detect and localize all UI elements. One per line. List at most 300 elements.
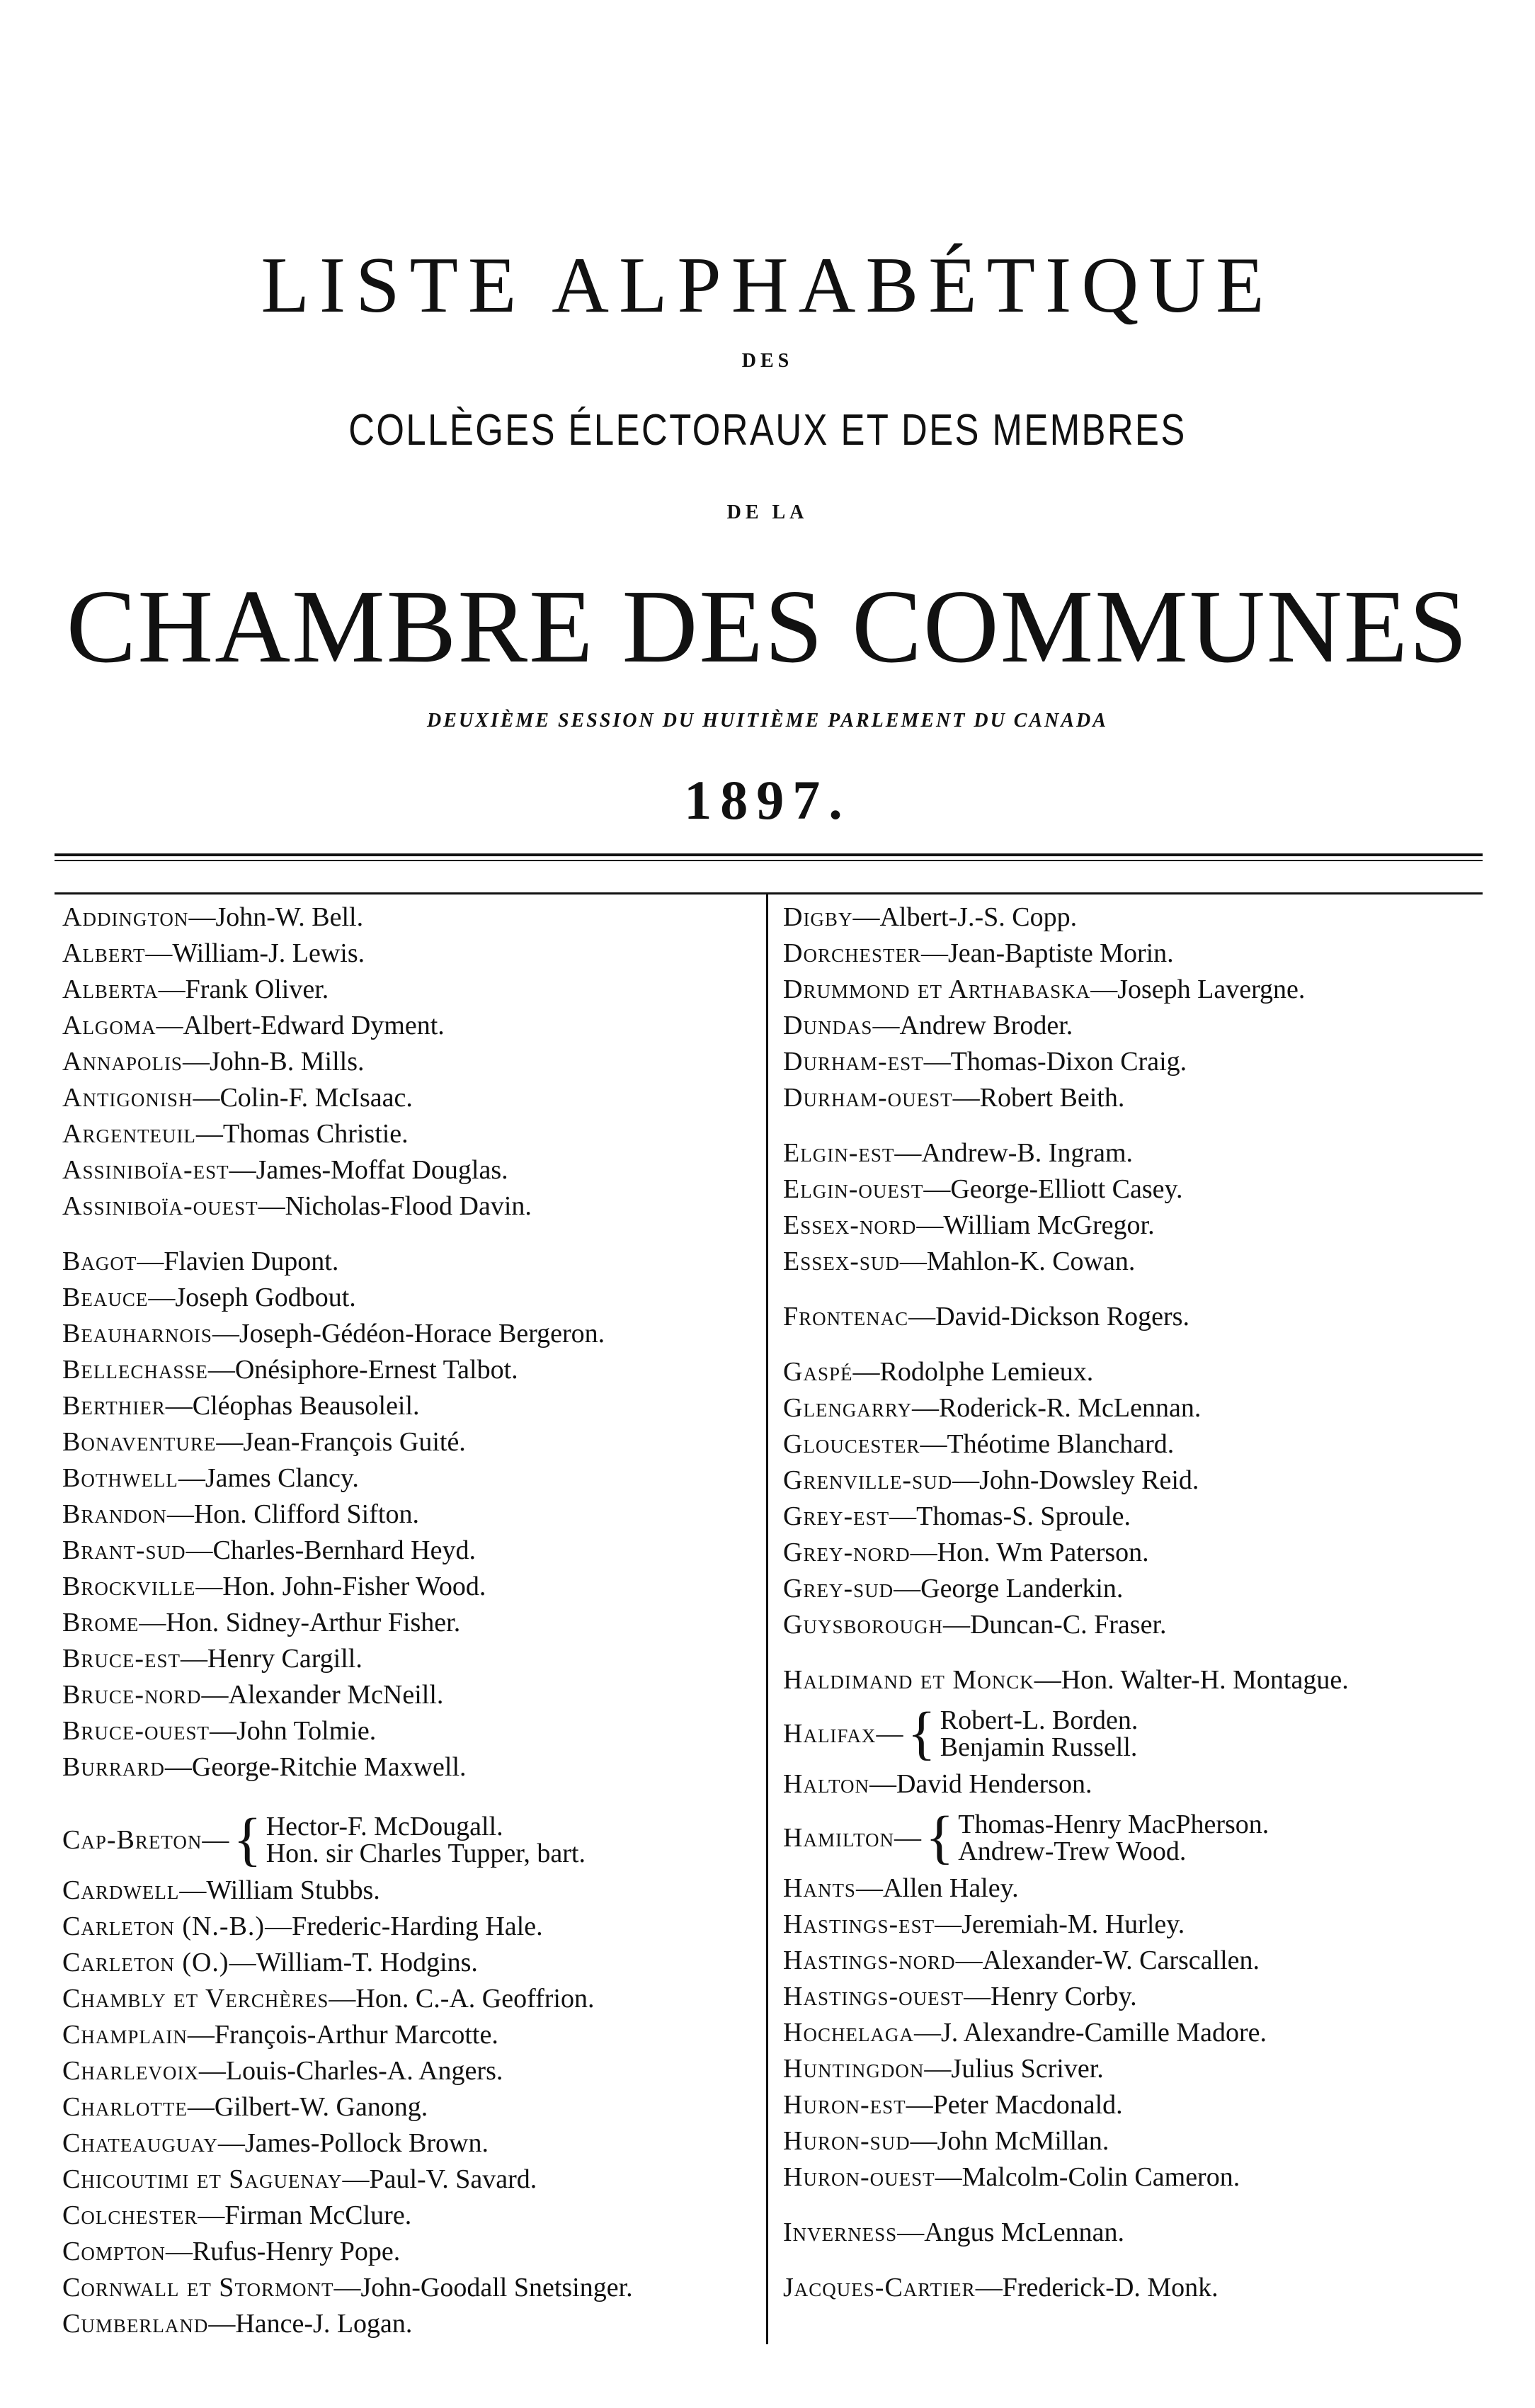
college-name: Durham-est — [783, 1047, 924, 1077]
dash: — — [869, 1769, 896, 1799]
dash: — — [208, 2309, 236, 2339]
college-name: Hants — [783, 1873, 856, 1903]
member-name: Colin-F. McIsaac. — [219, 1083, 413, 1113]
member-name: Andrew-B. Ingram. — [921, 1138, 1133, 1168]
member-name: Henry Cargill. — [207, 1644, 363, 1674]
college-name: Brant-sud — [62, 1535, 186, 1565]
member-name: Rufus-Henry Pope. — [192, 2237, 401, 2266]
dash: — — [899, 1246, 927, 1276]
college-name: Addington — [62, 902, 189, 932]
member-name: Rodolphe Lemieux. — [879, 1357, 1094, 1387]
dash: — — [201, 1680, 229, 1710]
electoral-entry — [62, 1424, 760, 1460]
electoral-entry — [783, 1499, 1519, 1535]
dash: — — [156, 1011, 183, 1040]
member-name: Jeremiah-M. Hurley. — [961, 1909, 1185, 1939]
member-name: Paul-V. Savard. — [369, 2164, 537, 2194]
group-gap — [62, 1225, 760, 1244]
member-name: Onésiphore-Ernest Talbot. — [234, 1355, 518, 1385]
group-gap — [783, 1116, 1519, 1135]
college-name: Grenville-sud — [783, 1465, 953, 1495]
electoral-entry — [62, 2053, 760, 2089]
dash: — — [210, 1716, 237, 1746]
college-name: Argenteuil — [62, 1119, 196, 1149]
member-name: Albert-Edward Dyment. — [183, 1011, 445, 1040]
college-name: Bruce-nord — [62, 1680, 202, 1710]
dash: — — [258, 1191, 285, 1221]
electoral-entry — [62, 1116, 760, 1152]
member-name: Peter Macdonald. — [932, 2090, 1123, 2120]
member-name: George-Elliott Casey. — [950, 1174, 1183, 1204]
college-name: Grey-est — [783, 1501, 890, 1531]
right-column — [783, 899, 1519, 2306]
dash: — — [935, 1909, 962, 1939]
electoral-entry — [62, 1080, 760, 1116]
college-name: Gloucester — [783, 1429, 920, 1459]
dash: — — [942, 1610, 970, 1640]
electoral-entry — [62, 1388, 760, 1424]
dash: — — [145, 938, 173, 968]
electoral-entry — [783, 1135, 1519, 1171]
college-name: Elgin-ouest — [783, 1174, 924, 1204]
college-name: Algoma — [62, 1011, 156, 1040]
page-title: LISTE ALPHABÉTIQUE — [261, 242, 1274, 329]
college-name: Colchester — [62, 2200, 198, 2230]
member-name: Hon. Sidney-Arthur Fisher. — [166, 1608, 461, 1637]
dash: — — [164, 1752, 192, 1782]
title-connector-des: DES — [741, 350, 794, 372]
electoral-entry — [783, 2123, 1519, 2159]
member-name: J. Alexandre-Camille Madore. — [940, 2018, 1267, 2048]
electoral-entry — [783, 1943, 1519, 1979]
dash: — — [913, 2018, 941, 2048]
dash: — — [329, 1984, 356, 2014]
dash: — — [216, 1427, 244, 1457]
dash: — — [920, 938, 948, 968]
electoral-entry — [62, 1244, 760, 1280]
college-name: Alberta — [62, 975, 159, 1004]
member-name: William McGregor. — [943, 1210, 1155, 1240]
header-rule-thin — [55, 860, 1483, 861]
member-name: Gilbert-W. Ganong. — [214, 2092, 428, 2122]
dash: — — [1034, 1665, 1061, 1695]
member-name: John-W. Bell. — [215, 902, 364, 932]
dash: — — [265, 1912, 292, 1941]
college-name: Hamilton — [783, 1822, 894, 1853]
member-name: Firman McClure. — [224, 2200, 412, 2230]
group-gap — [783, 2196, 1519, 2215]
electoral-entry — [62, 1188, 760, 1225]
dash: — — [198, 2200, 225, 2230]
dash: — — [923, 1047, 951, 1077]
dash: — — [889, 1501, 917, 1531]
college-name: Huron-ouest — [783, 2162, 935, 2192]
college-name: Bothwell — [62, 1463, 178, 1493]
college-name: Chicoutimi et Saguenay — [62, 2164, 343, 2194]
dash: — — [894, 1822, 921, 1853]
electoral-entry — [62, 1677, 760, 1713]
member-name: Jean-Baptiste Morin. — [947, 938, 1174, 968]
electoral-entry — [783, 1979, 1519, 2015]
college-name: Assiniboïa-est — [62, 1155, 229, 1185]
college-name: Bruce-est — [62, 1644, 181, 1674]
electoral-entry — [62, 1749, 760, 1785]
dash: — — [195, 1119, 223, 1149]
electoral-entry-multi — [783, 1805, 1519, 1870]
member-name: Joseph-Gédéon-Horace Bergeron. — [239, 1319, 605, 1348]
college-name: Cap-Breton — [62, 1824, 202, 1855]
member-name: Jean-François Guité. — [243, 1427, 466, 1457]
electoral-entry — [62, 2234, 760, 2270]
member-name: David Henderson. — [896, 1769, 1092, 1799]
dash: — — [920, 1429, 947, 1459]
electoral-entry — [783, 1299, 1519, 1335]
member-name: Malcolm-Colin Cameron. — [961, 2162, 1240, 2192]
member-name: James-Moffat Douglas. — [256, 1155, 508, 1185]
member-name: Allen Haley. — [882, 1873, 1019, 1903]
year: 1897. — [684, 769, 851, 831]
member-name: Duncan-C. Fraser. — [969, 1610, 1167, 1640]
dash: — — [852, 902, 880, 932]
dash: — — [217, 2128, 245, 2158]
member-name: Hector-F. McDougall. — [266, 1812, 503, 1841]
college-name: Huntingdon — [783, 2054, 925, 2084]
electoral-entry — [62, 1008, 760, 1044]
electoral-entry — [783, 1535, 1519, 1571]
dash: — — [207, 1355, 235, 1385]
electoral-entry — [62, 1044, 760, 1080]
electoral-entry — [783, 1870, 1519, 1907]
dash: — — [195, 1572, 223, 1601]
dash: — — [872, 1011, 900, 1040]
dash: — — [212, 1319, 239, 1348]
member-name: John-B. Mills. — [209, 1047, 365, 1077]
electoral-entry — [62, 936, 760, 972]
dash: — — [876, 1718, 903, 1749]
electoral-entry-multi — [62, 1807, 760, 1873]
college-name: Bonaventure — [62, 1427, 217, 1457]
member-name: Hon. John-Fisher Wood. — [222, 1572, 486, 1601]
college-name: Hastings-ouest — [783, 1982, 964, 2011]
college-name: Chambly et Verchères — [62, 1984, 329, 2014]
college-name: Elgin-est — [783, 1138, 895, 1168]
member-name: James Clancy. — [205, 1463, 359, 1493]
dash: — — [897, 2217, 925, 2247]
college-name: Grey-sud — [783, 1574, 894, 1603]
college-name: Drummond et Arthabaska — [783, 975, 1091, 1004]
member-name: Benjamin Russell. — [940, 1732, 1138, 1762]
dash: — — [906, 2090, 933, 2120]
dash: — — [165, 1391, 193, 1421]
electoral-entry — [783, 1171, 1519, 1208]
college-name: Halifax — [783, 1718, 877, 1749]
electoral-entry — [62, 1152, 760, 1188]
electoral-entry — [62, 1497, 760, 1533]
college-name: Huron-sud — [783, 2126, 911, 2156]
dash: — — [179, 1875, 207, 1905]
member-name: Frederic-Harding Hale. — [292, 1912, 543, 1941]
member-name: Albert-J.-S. Copp. — [879, 902, 1078, 932]
group-gap — [783, 1280, 1519, 1299]
left-column — [62, 899, 760, 2342]
college-name: Glengarry — [783, 1393, 912, 1423]
electoral-entry — [62, 1605, 760, 1641]
dash: — — [910, 1538, 937, 1567]
member-name: William-T. Hodgins. — [256, 1948, 478, 1977]
electoral-entry — [783, 1044, 1519, 1080]
college-name: Inverness — [783, 2217, 898, 2247]
dash: — — [333, 2273, 361, 2302]
electoral-entry — [783, 936, 1519, 972]
brace-symbol: { — [233, 1807, 262, 1873]
dash: — — [182, 1047, 210, 1077]
electoral-entry — [62, 2306, 760, 2342]
dash: — — [148, 1283, 176, 1312]
member-name: George-Ritchie Maxwell. — [191, 1752, 467, 1782]
member-name: Henry Corby. — [991, 1982, 1137, 2011]
member-name: Flavien Dupont. — [164, 1246, 339, 1276]
electoral-entry — [783, 2087, 1519, 2123]
dash: — — [975, 2273, 1003, 2302]
college-name: Hastings-nord — [783, 1946, 956, 1975]
electoral-entry — [62, 1945, 760, 1981]
college-name: Champlain — [62, 2020, 188, 2050]
college-name: Compton — [62, 2237, 166, 2266]
college-name: Essex-sud — [783, 1246, 900, 1276]
dash: — — [187, 2020, 215, 2050]
college-name: Burrard — [62, 1752, 165, 1782]
college-name: Antigonish — [62, 1083, 193, 1113]
member-name: Hon. Clifford Sifton. — [193, 1499, 419, 1529]
college-name: Huron-est — [783, 2090, 906, 2120]
member-name: Roderick-R. McLennan. — [938, 1393, 1202, 1423]
college-name: Durham-ouest — [783, 1083, 953, 1113]
dash: — — [165, 2237, 193, 2266]
dash: — — [158, 975, 186, 1004]
dash: — — [229, 1948, 256, 1977]
member-name: Hance-J. Logan. — [235, 2309, 413, 2339]
college-name: Guysborough — [783, 1610, 943, 1640]
dash: — — [178, 1463, 205, 1493]
page-subtitle: COLLÈGES ÉLECTORAUX ET DES MEMBRES — [348, 406, 1187, 455]
college-name: Albert — [62, 938, 146, 968]
college-name: Brandon — [62, 1499, 167, 1529]
dash: — — [855, 1873, 883, 1903]
electoral-entry — [783, 1907, 1519, 1943]
member-name: Charles-Bernhard Heyd. — [212, 1535, 476, 1565]
college-name: Hastings-est — [783, 1909, 935, 1939]
member-name: Alexander McNeill. — [228, 1680, 444, 1710]
member-name: Alexander-W. Carscallen. — [982, 1946, 1260, 1975]
college-name: Dorchester — [783, 938, 921, 968]
member-name: Hon. C.-A. Geoffrion. — [355, 1984, 595, 2014]
college-name: Annapolis — [62, 1047, 183, 1077]
electoral-entry — [783, 1463, 1519, 1499]
dash: — — [139, 1608, 166, 1637]
dash: — — [935, 2162, 962, 2192]
dash: — — [198, 2056, 226, 2086]
member-name: Joseph Godbout. — [175, 1283, 356, 1312]
electoral-entry — [62, 2162, 760, 2198]
dash: — — [137, 1246, 164, 1276]
member-name: François-Arthur Marcotte. — [214, 2020, 498, 2050]
dash: — — [964, 1982, 991, 2011]
dash: — — [894, 1138, 922, 1168]
college-name: Brockville — [62, 1572, 196, 1601]
member-name: Robert Beith. — [979, 1083, 1125, 1113]
member-name: Théotime Blanchard. — [947, 1429, 1175, 1459]
group-gap — [783, 1335, 1519, 1354]
group-gap — [62, 1785, 760, 1805]
college-name: Charlotte — [62, 2092, 188, 2122]
electoral-entry-multi — [783, 1700, 1519, 1766]
college-name: Chateauguay — [62, 2128, 218, 2158]
college-name: Dundas — [783, 1011, 873, 1040]
electoral-entry — [783, 899, 1519, 936]
college-name: Jacques-Cartier — [783, 2273, 976, 2302]
electoral-entry — [62, 1873, 760, 1909]
member-name: Joseph Lavergne. — [1117, 975, 1306, 1004]
college-name: Beauharnois — [62, 1319, 212, 1348]
college-name: Cumberland — [62, 2309, 209, 2339]
member-name: William-J. Lewis. — [172, 938, 365, 968]
electoral-entry — [62, 2017, 760, 2053]
college-name: Hochelaga — [783, 2018, 914, 2048]
member-name: James-Pollock Brown. — [244, 2128, 489, 2158]
college-name: Frontenac — [783, 1302, 909, 1331]
college-name: Essex-nord — [783, 1210, 917, 1240]
brace-symbol: { — [907, 1700, 936, 1766]
dash: — — [908, 1302, 936, 1331]
dash: — — [342, 2164, 370, 2194]
dash: — — [187, 2092, 215, 2122]
dash: — — [924, 2054, 952, 2084]
member-list — [940, 1707, 1139, 1761]
member-name: Frank Oliver. — [185, 975, 329, 1004]
dash: — — [910, 2126, 937, 2156]
member-name: Julius Scriver. — [951, 2054, 1104, 2084]
electoral-entry — [62, 1909, 760, 1945]
electoral-entry — [62, 2198, 760, 2234]
college-name: Grey-nord — [783, 1538, 911, 1567]
member-name: Mahlon-K. Cowan. — [926, 1246, 1136, 1276]
member-name: Nicholas-Flood Davin. — [285, 1191, 532, 1221]
member-list — [958, 1811, 1269, 1865]
dash: — — [952, 1465, 980, 1495]
dash: — — [955, 1946, 983, 1975]
member-name: Thomas Christie. — [222, 1119, 409, 1149]
electoral-entry — [62, 1316, 760, 1352]
electoral-entry — [783, 2159, 1519, 2196]
electoral-entry — [783, 972, 1519, 1008]
brace-symbol: { — [925, 1805, 954, 1870]
electoral-entry — [62, 1280, 760, 1316]
electoral-entry — [62, 1981, 760, 2017]
dash: — — [188, 902, 216, 932]
electoral-entry — [783, 1208, 1519, 1244]
electoral-entry — [62, 1533, 760, 1569]
member-name: Hon. sir Charles Tupper, bart. — [266, 1839, 586, 1868]
electoral-entry — [783, 2215, 1519, 2251]
electoral-entry — [783, 1571, 1519, 1607]
dash: — — [852, 1357, 880, 1387]
college-name: Carleton (O.) — [62, 1948, 229, 1977]
member-name: Frederick-D. Monk. — [1002, 2273, 1219, 2302]
electoral-entry — [783, 1662, 1519, 1698]
member-name: John-Goodall Snetsinger. — [360, 2273, 633, 2302]
electoral-entry — [783, 1426, 1519, 1463]
electoral-entry — [783, 2051, 1519, 2087]
electoral-entry — [62, 972, 760, 1008]
title-connector-de-la: DE LA — [726, 501, 809, 523]
chamber-title: CHAMBRE DES COMMUNES — [66, 569, 1469, 685]
member-list — [266, 1813, 586, 1867]
college-name: Cardwell — [62, 1875, 180, 1905]
dash: — — [911, 1393, 939, 1423]
college-name: Carleton (N.-B.) — [62, 1912, 266, 1941]
college-name: Halton — [783, 1769, 869, 1799]
college-name: Berthier — [62, 1391, 166, 1421]
member-name: David-Dickson Rogers. — [935, 1302, 1189, 1331]
college-name: Cornwall et Stormont — [62, 2273, 334, 2302]
college-name: Assiniboïa-ouest — [62, 1191, 258, 1221]
college-name: Haldimand et Monck — [783, 1665, 1034, 1695]
electoral-entry — [62, 1641, 760, 1677]
member-name: Thomas-Dixon Craig. — [950, 1047, 1187, 1077]
electoral-entry — [783, 2270, 1519, 2306]
member-name: George Landerkin. — [920, 1574, 1124, 1603]
college-name: Charlevoix — [62, 2056, 199, 2086]
member-name: Thomas-Henry MacPherson. — [958, 1810, 1269, 1839]
dash: — — [166, 1499, 194, 1529]
electoral-entry — [62, 2125, 760, 2162]
member-name: Louis-Charles-A. Angers. — [225, 2056, 503, 2086]
member-name: Cléophas Beausoleil. — [192, 1391, 420, 1421]
member-name: John-Dowsley Reid. — [979, 1465, 1199, 1495]
college-name: Beauce — [62, 1283, 149, 1312]
session-line: DEUXIÈME SESSION DU HUITIÈME PARLEMENT DU CANADA — [427, 710, 1108, 732]
electoral-entry — [62, 899, 760, 936]
header-rule-bottom — [55, 892, 1483, 895]
electoral-entry — [783, 1607, 1519, 1643]
college-name: Bellechasse — [62, 1355, 208, 1385]
electoral-entry — [783, 2015, 1519, 2051]
member-name: Robert-L. Borden. — [940, 1705, 1139, 1735]
college-name: Gaspé — [783, 1357, 853, 1387]
dash: — — [952, 1083, 980, 1113]
electoral-entry — [62, 1569, 760, 1605]
electoral-entry — [783, 1354, 1519, 1390]
member-name: John McMillan. — [937, 2126, 1109, 2156]
dash: — — [193, 1083, 220, 1113]
member-name: Angus McLennan. — [924, 2217, 1125, 2247]
dash: — — [229, 1155, 256, 1185]
member-name: Hon. Wm Paterson. — [937, 1538, 1149, 1567]
group-gap — [783, 2251, 1519, 2270]
dash: — — [186, 1535, 213, 1565]
electoral-entry — [62, 2270, 760, 2306]
column-separator — [766, 894, 768, 2344]
member-name: Andrew-Trew Wood. — [958, 1836, 1187, 1866]
dash: — — [894, 1574, 921, 1603]
member-name: Andrew Broder. — [899, 1011, 1073, 1040]
college-name: Bruce-ouest — [62, 1716, 210, 1746]
college-name: Bagot — [62, 1246, 137, 1276]
member-name: John Tolmie. — [236, 1716, 377, 1746]
college-name: Brome — [62, 1608, 139, 1637]
dash: — — [923, 1174, 951, 1204]
college-name: Digby — [783, 902, 853, 932]
